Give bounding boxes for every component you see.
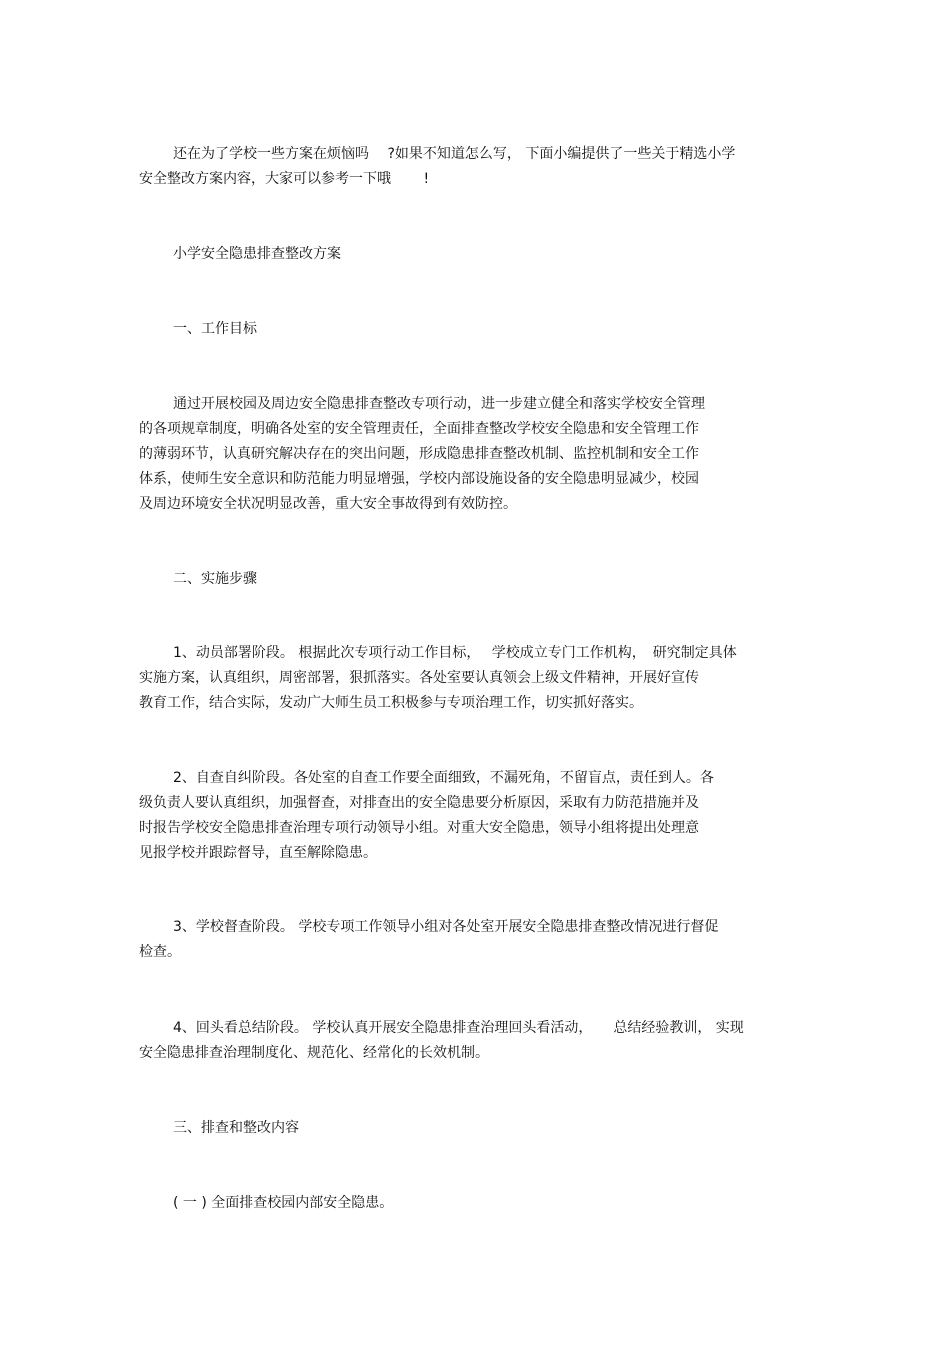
section-3-heading: 三、排查和整改内容 xyxy=(173,1120,299,1136)
step-3-line: 检查。 xyxy=(139,944,181,960)
section-1-para-line: 及周边环境安全状况明显改善，重大安全事故得到有效防控。 xyxy=(139,496,517,512)
document-title: 小学安全隐患排查整改方案 xyxy=(173,246,341,262)
step-1-line: 1、动员部署阶段。 根据此次专项行动工作目标， 学校成立专门工作机构， 研究制定具体 xyxy=(173,645,737,661)
section-1-para-line: 通过开展校园及周边安全隐患排查整改专项行动，进一步建立健全和落实学校安全管理 xyxy=(173,396,705,412)
section-1-para-line: 的薄弱环节，认真研究解决存在的突出问题，形成隐患排查整改机制、监控机制和安全工作 xyxy=(139,446,699,462)
step-2-line: 见报学校并跟踪督导，直至解除隐患。 xyxy=(139,845,377,861)
step-1-line: 实施方案，认真组织，周密部署，狠抓落实。各处室要认真领会上级文件精神，开展好宣传 xyxy=(139,670,699,686)
step-3-line: 3、学校督查阶段。 学校专项工作领导小组对各处室开展安全隐患排查整改情况进行督促 xyxy=(173,919,719,935)
step-2-line: 级负责人要认真组织，加强督查，对排查出的安全隐患要分析原因，采取有力防范措施并及 xyxy=(139,795,699,811)
section-2-heading: 二、实施步骤 xyxy=(173,571,257,587)
section-1-heading: 一、工作目标 xyxy=(173,321,257,337)
section-1-para-line: 的各项规章制度，明确各处室的安全管理责任，全面排查整改学校安全隐患和安全管理工作 xyxy=(139,421,699,437)
section-1-para-line: 体系，使师生安全意识和防范能力明显增强，学校内部设施设备的安全隐患明显减少，校园 xyxy=(139,471,699,487)
step-4-line: 4、回头看总结阶段。 学校认真开展安全隐患排查治理回头看活动， 总结经验教训， 实现 xyxy=(173,1020,744,1036)
section-3-sub-1: ( 一 ) 全面排查校园内部安全隐患。 xyxy=(173,1195,394,1211)
intro-line-1: 还在为了学校一些方案在烦恼吗 ?如果不知道怎么写， 下面小编提供了一些关于精选小学 xyxy=(173,146,736,162)
step-2-line: 2、自查自纠阶段。各处室的自查工作要全面细致，不漏死角，不留盲点，责任到人。各 xyxy=(173,770,714,786)
intro-line-2: 安全整改方案内容，大家可以参考一下哦 ! xyxy=(139,171,430,187)
step-1-line: 教育工作，结合实际，发动广大师生员工积极参与专项治理工作，切实抓好落实。 xyxy=(139,695,643,711)
step-4-line: 安全隐患排查治理制度化、规范化、经常化的长效机制。 xyxy=(139,1045,489,1061)
step-2-line: 时报告学校安全隐患排查治理专项行动领导小组。对重大安全隐患，领导小组将提出处理意 xyxy=(139,820,699,836)
